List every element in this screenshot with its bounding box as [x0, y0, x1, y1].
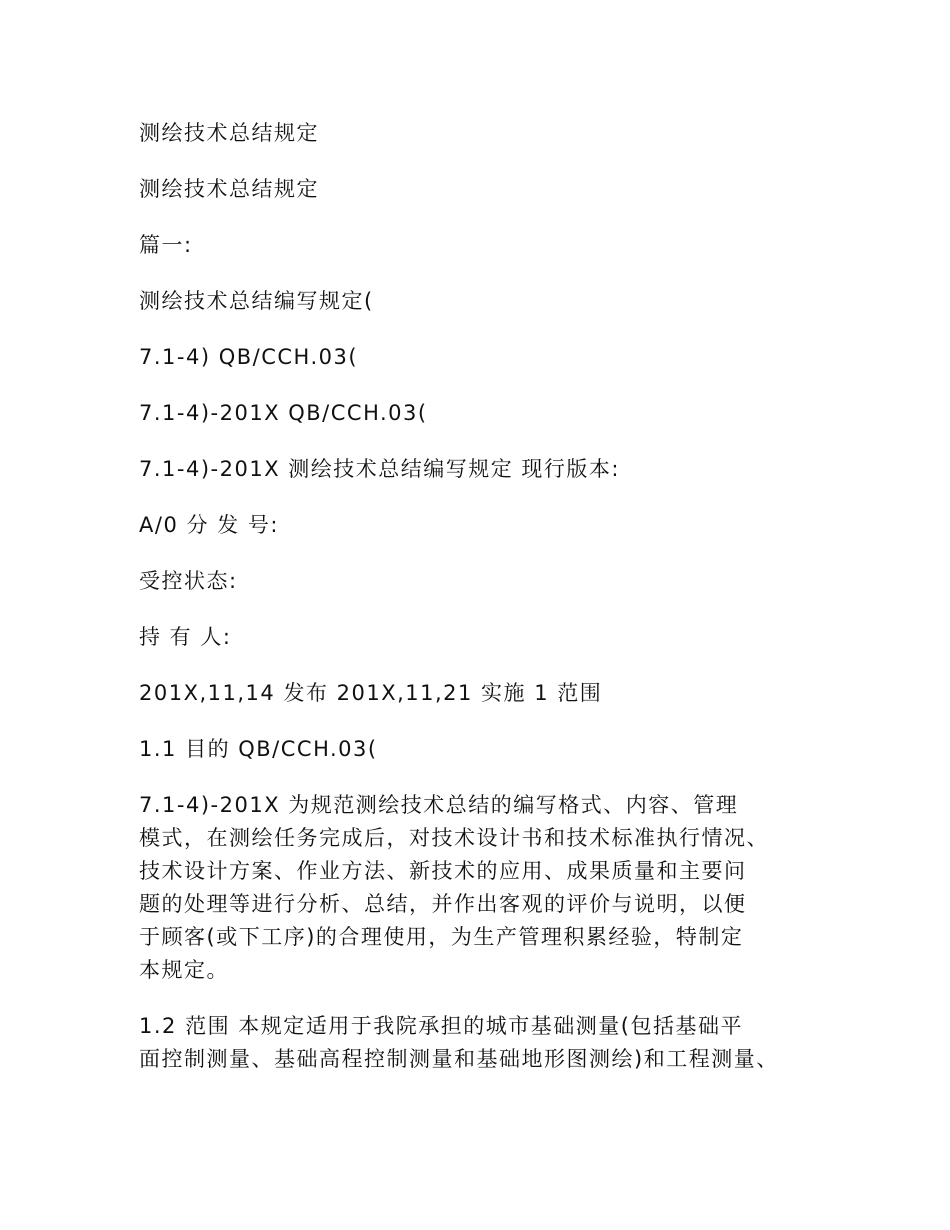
section-heading: 篇一:: [139, 233, 193, 257]
paragraph-line: 技术设计方案、作业方法、新技术的应用、成果质量和主要问: [139, 859, 747, 883]
release-date-line: 201X,11,14 发布 201X,11,21 实施 1 范围: [139, 681, 603, 705]
doc-title-repeat: 测绘技术总结规定: [139, 177, 319, 201]
doc-title: 测绘技术总结规定: [139, 121, 319, 145]
paragraph-line: 题的处理等进行分析、总结，并作出客观的评价与说明，以便: [139, 892, 747, 916]
purpose-heading-line: 1.1 目的 QB/CCH.03(: [139, 737, 378, 761]
doc-code-line: 7.1-4)-201X QB/CCH.03(: [139, 401, 428, 425]
doc-subtitle: 测绘技术总结编写规定(: [139, 289, 374, 313]
doc-version-line: 7.1-4)-201X 测绘技术总结编写规定 现行版本:: [139, 457, 620, 481]
paragraph-line: 模式，在测绘任务完成后，对技术设计书和技术标准执行情况、: [139, 826, 769, 850]
control-status-line: 受控状态:: [139, 569, 238, 593]
paragraph-line: 本规定。: [139, 958, 229, 982]
paragraph-line: 于顾客(或下工序)的合理使用，为生产管理积累经验，特制定: [139, 925, 744, 949]
purpose-paragraph: [139, 790, 829, 985]
distribution-number-line: A/0 分 发 号:: [139, 513, 279, 537]
paragraph-line: 7.1-4)-201X 为规范测绘技术总结的编写格式、内容、管理: [139, 793, 739, 817]
holder-line: 持 有 人:: [139, 625, 232, 649]
paragraph-line: 1.2 范围 本规定适用于我院承担的城市基础测量(包括基础平: [139, 1014, 743, 1038]
scope-paragraph: [139, 1011, 829, 1074]
document-body: [139, 118, 829, 1100]
doc-code-line: 7.1-4) QB/CCH.03(: [139, 345, 359, 369]
paragraph-line: 面控制测量、基础高程控制测量和基础地形图测绘)和工程测量、: [139, 1047, 779, 1071]
